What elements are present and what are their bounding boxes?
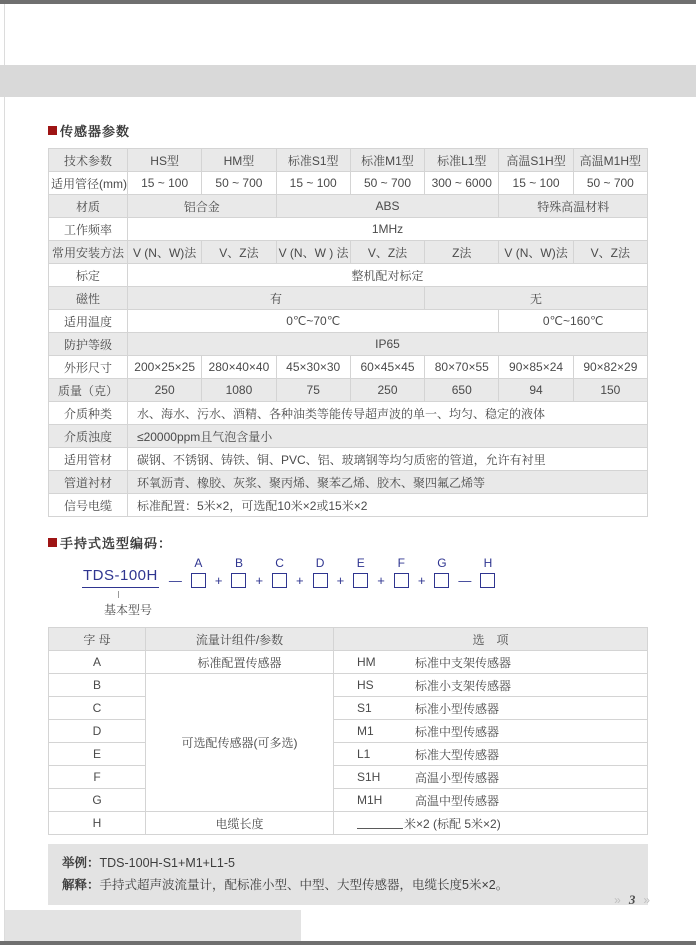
blank-line [357,817,403,829]
table-row [49,172,648,195]
dash-separator: — [168,573,182,588]
table-cell: 50 ~ 700 [350,172,424,195]
page-number: 3 [628,892,636,907]
table-row [49,651,648,674]
plus-separator: + [214,573,223,588]
code-box-unit-c [272,557,287,588]
option-content [336,792,645,809]
plus-separator: + [255,573,264,588]
table-cell: 15 ~ 100 [499,172,573,195]
code-letter: F [397,556,405,570]
option-code: HM [357,655,376,669]
column-header: 高温S1H型 [499,149,573,172]
table-cell: 特殊高温材料 [499,195,648,218]
option-content [336,815,645,832]
row-label: 防护等级 [49,333,128,356]
table-cell: 标准配置：5米×2，可选配10米×2或15米×2 [128,494,648,517]
letter-cell: G [49,789,146,812]
table-cell: 有 [128,287,425,310]
option-label: 标准小支架传感器 [415,678,512,693]
table-cell: 150 [573,379,647,402]
connector-line [118,591,119,598]
footer-gray-block [5,910,301,941]
table-row [49,812,648,835]
code-letter: H [483,556,493,570]
table-cell: V、Z法 [350,241,424,264]
row-label: 适用温度 [49,310,128,333]
table-cell: 整机配对标定 [128,264,648,287]
option-cell [334,743,648,766]
table-cell: 15 ~ 100 [276,172,350,195]
table-cell: 250 [350,379,424,402]
sensor-table [48,148,648,517]
column-header: HM型 [202,149,276,172]
table-row [49,379,648,402]
table-cell: V (N、W ) 法 [276,241,350,264]
code-letter: G [437,556,447,570]
column-header: 高温M1H型 [573,149,647,172]
table-cell: 铝合金 [128,195,277,218]
code-box-icon [313,573,328,588]
chevron-left-icon: » [614,893,621,907]
table-cell: 50 ~ 700 [202,172,276,195]
explanation-label: 解释： [62,878,100,892]
table-cell: Z法 [425,241,499,264]
header-band [0,65,696,97]
row-label: 标定 [49,264,128,287]
option-cell [334,720,648,743]
code-box-icon [480,573,495,588]
letter-cell: H [49,812,146,835]
option-cell [334,766,648,789]
code-letter: C [275,556,284,570]
table-cell: 80×70×55 [425,356,499,379]
code-box-icon [231,573,246,588]
code-box-icon [394,573,409,588]
red-square-bullet-icon [48,126,57,135]
component-cell: 电缆长度 [146,812,334,835]
option-cell [334,697,648,720]
table-cell: V (N、W)法 [128,241,202,264]
table-row [49,425,648,448]
option-content [336,746,645,763]
letter-cell: B [49,674,146,697]
option-code: M1 [357,724,374,738]
table-cell: 94 [499,379,573,402]
column-header: 技术参数 [49,149,128,172]
sensor-table-head [49,149,648,172]
option-code: HS [357,678,374,692]
page-bottom-rule [0,941,696,945]
component-cell: 可选配传感器(可多选) [146,674,334,812]
table-cell: 200×25×25 [128,356,202,379]
option-code: S1H [357,770,381,784]
option-cell [334,651,648,674]
column-header: 标准L1型 [425,149,499,172]
example-line [62,852,638,874]
column-header: HS型 [128,149,202,172]
component-cell: 标准配置传感器 [146,651,334,674]
code-box-unit-f [394,557,409,588]
code-letter: D [315,556,325,570]
table-cell: 45×30×30 [276,356,350,379]
page-content [48,121,648,905]
table-row [49,195,648,218]
option-content [336,677,645,694]
row-label: 质量（克） [49,379,128,402]
code-letter: E [356,556,365,570]
column-header: 标准M1型 [350,149,424,172]
table-cell: IP65 [128,333,648,356]
table-cell: 90×82×29 [573,356,647,379]
table-cell: 300 ~ 6000 [425,172,499,195]
option-cell [334,674,648,697]
option-label: 标准中型传感器 [415,724,500,739]
row-label: 常用安装方法 [49,241,128,264]
column-header: 流量计组件/参数 [146,628,334,651]
page-number-indicator [614,892,650,908]
section-title-sensor-params [48,121,648,140]
option-content [336,654,645,671]
code-box-icon [191,573,206,588]
table-cell: ABS [276,195,499,218]
row-label: 工作频率 [49,218,128,241]
table-row [49,789,648,812]
sensor-table-body [49,172,648,517]
table-row [49,697,648,720]
model-code-diagram [48,557,648,619]
example-box [48,844,648,905]
table-row [49,448,648,471]
letter-cell: E [49,743,146,766]
table-cell: 60×45×45 [350,356,424,379]
table-row [49,494,648,517]
option-content [336,700,645,717]
selection-header-row [49,628,648,651]
sensor-header-row [49,149,648,172]
table-row [49,356,648,379]
row-label: 适用管材 [49,448,128,471]
plus-separator: + [296,573,304,588]
table-cell: 1080 [202,379,276,402]
table-cell: 250 [128,379,202,402]
option-content [336,769,645,786]
model-code-row [48,557,648,588]
table-cell: V、Z法 [573,241,647,264]
row-label: 磁性 [49,287,128,310]
table-row [49,674,648,697]
table-cell: 0℃~70℃ [128,310,499,333]
table-cell: 15 ~ 100 [128,172,202,195]
table-cell: 环氧沥青、橡胶、灰浆、聚丙烯、聚苯乙烯、胶木、聚四氟乙烯等 [128,471,648,494]
table-cell: 650 [425,379,499,402]
table-row [49,402,648,425]
code-boxes [169,557,496,588]
option-cell [334,789,648,812]
code-box-icon [353,573,368,588]
code-box-unit-h [480,557,495,588]
option-code: L1 [357,747,371,761]
explanation-value: 手持式超声波流量计，配标准小型、中型、大型传感器，电缆长度5米×2。 [99,878,509,892]
table-cell: 0℃~160℃ [499,310,648,333]
option-code: S1 [357,701,372,715]
table-cell: V、Z法 [202,241,276,264]
code-box-unit-a [191,557,206,588]
example-label: 举例： [62,856,100,870]
row-label: 介质浊度 [49,425,128,448]
row-label: 材质 [49,195,128,218]
table-cell: V (N、W)法 [499,241,573,264]
section-title-selection-code [48,533,648,552]
selection-table [48,627,648,835]
chevron-right-icon: » [643,893,650,907]
column-header: 标准S1型 [276,149,350,172]
option-code: M1H [357,793,383,807]
plus-separator: + [336,573,345,588]
page-left-edge [4,4,5,941]
plus-separator: + [417,573,426,588]
table-row [49,333,648,356]
table-cell: ≤20000ppm且气泡含量小 [128,425,648,448]
option-cell [334,812,648,835]
code-letter: A [194,556,203,570]
letter-cell: D [49,720,146,743]
table-cell: 90×85×24 [499,356,573,379]
table-row [49,720,648,743]
row-label: 适用管径(mm) [49,172,128,195]
column-header: 字 母 [49,628,146,651]
option-label: 米×2 (标配 5米×2) [404,816,501,831]
option-label: 标准大型传感器 [415,747,500,762]
table-row [49,471,648,494]
code-box-icon [434,573,449,588]
page-top-rule [0,0,696,4]
code-box-unit-g [434,557,449,588]
letter-cell: A [49,651,146,674]
base-model-code: TDS-100H [82,567,159,588]
table-row [49,310,648,333]
letter-cell: C [49,697,146,720]
row-label: 信号电缆 [49,494,128,517]
column-header: 选 项 [334,628,648,651]
plus-separator: + [377,573,385,588]
table-cell: 无 [425,287,648,310]
table-row [49,766,648,789]
option-content [336,723,645,740]
explanation-line [62,874,638,896]
option-label: 标准中支架传感器 [415,655,512,670]
option-label: 标准小型传感器 [415,701,500,716]
table-row [49,287,648,310]
dash-separator: — [458,573,472,588]
row-label: 外形尺寸 [49,356,128,379]
selection-table-head [49,628,648,651]
code-box-unit-e [353,557,368,588]
code-box-unit-b [231,557,246,588]
table-row [49,743,648,766]
base-model-label: 基本型号 [104,603,153,617]
code-box-icon [272,573,287,588]
table-cell: 50 ~ 700 [573,172,647,195]
section-title-text: 手持式选型编码： [60,536,173,551]
selection-section [48,533,648,905]
table-row [49,264,648,287]
table-cell: 1MHz [128,218,648,241]
table-cell: 碳钢、不锈钢、铸铁、铜、PVC、铝、玻璃钢等均匀质密的管道，允许有衬里 [128,448,648,471]
letter-cell: F [49,766,146,789]
example-value: TDS-100H-S1+M1+L1-5 [99,856,235,870]
option-label: 高温小型传感器 [415,770,500,785]
selection-table-body [49,651,648,835]
row-label: 管道衬材 [49,471,128,494]
code-letter: B [234,556,243,570]
table-row [49,241,648,264]
table-cell: 水、海水、污水、酒精、各种油类等能传导超声波的单一、均匀、稳定的液体 [128,402,648,425]
table-cell: 280×40×40 [202,356,276,379]
red-square-bullet-icon [48,538,57,547]
option-label: 高温中型传感器 [415,793,500,808]
row-label: 介质种类 [49,402,128,425]
table-cell: 75 [276,379,350,402]
table-row [49,218,648,241]
section-title-text: 传感器参数 [60,124,131,139]
code-box-unit-d [313,557,328,588]
